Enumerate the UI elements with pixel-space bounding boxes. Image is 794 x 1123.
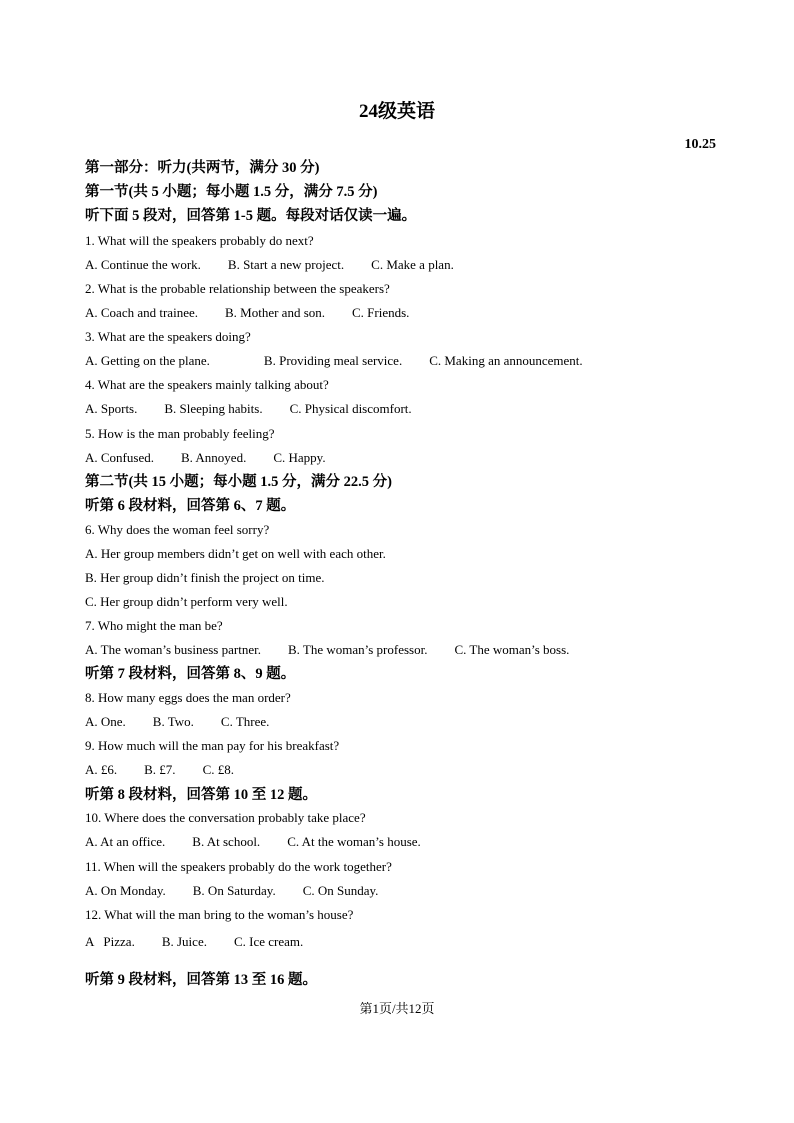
option-a: A. At an office. [85, 834, 166, 849]
option-a: A. The woman’s business partner. [85, 642, 261, 657]
question-10-stem: 10. Where does the conversation probably take place? [85, 810, 366, 825]
question-3-stem: 3. What are the speakers doing? [85, 329, 251, 344]
option-a: A. Getting on the plane. [85, 353, 210, 368]
question-8-stem: 8. How many eggs does the man order? [85, 690, 291, 705]
question-6-option-b: B. Her group didn’t finish the project on time. [85, 570, 325, 585]
question-4-stem: 4. What are the speakers mainly talking about? [85, 377, 329, 392]
option-b: B. On Saturday. [192, 883, 276, 898]
option-c: C. Friends. [352, 305, 410, 320]
option-c: C. £8. [202, 762, 234, 777]
question-11-options [85, 883, 378, 899]
question-5-stem: 5. How is the man probably feeling? [85, 426, 275, 441]
question-1-stem: 1. What will the speakers probably do next? [85, 233, 314, 248]
option-c: C. Three. [220, 714, 270, 729]
option-c: C. Ice cream. [233, 934, 304, 949]
question-11-stem: 11. When will the speakers probably do the work together? [85, 859, 392, 874]
option-b: B. Annoyed. [180, 450, 247, 465]
section2-heading: 第二节(共 15 小题；每小题 1.5 分，满分 22.5 分) [85, 474, 392, 490]
option-c: C. Make a plan. [371, 257, 454, 272]
option-b: B. At school. [192, 834, 261, 849]
question-6-option-c: C. Her group didn’t perform very well. [85, 594, 288, 609]
question-9-stem: 9. How much will the man pay for his breakfast? [85, 738, 340, 753]
question-4-options [85, 401, 412, 417]
option-c: C. Happy. [273, 450, 326, 465]
option-b: B. £7. [144, 762, 176, 777]
material-8-heading: 听第 8 段材料，回答第 10 至 12 题。 [85, 787, 317, 803]
question-1-options [85, 257, 454, 273]
page-title: 24级英语 [358, 101, 435, 122]
option-a: A. One. [85, 714, 126, 729]
part1-heading: 第一部分：听力(共两节，满分 30 分) [85, 160, 320, 176]
option-b: B. The woman’s professor. [287, 642, 428, 657]
option-a: A. Sports. [85, 401, 138, 416]
section1-instruction: 听下面 5 段对，回答第 1-5 题。每段对话仅读一遍。 [85, 208, 417, 224]
question-6-option-a: A. Her group members didn’t get on well with each other. [85, 546, 386, 561]
option-a: A. On Monday. [85, 883, 166, 898]
question-2-options [85, 305, 409, 321]
option-c: C. Making an announcement. [429, 353, 583, 368]
option-a: A. £6. [85, 762, 118, 777]
section1-heading: 第一节(共 5 小题；每小题 1.5 分，满分 7.5 分) [85, 184, 378, 200]
page-footer: 第1页/共12页 [359, 1001, 435, 1016]
question-3-options [85, 353, 583, 369]
option-a: A Pizza. [85, 934, 135, 949]
option-b: B. Mother and son. [224, 305, 326, 320]
question-9-options [85, 762, 234, 778]
option-c: C. Physical discomfort. [289, 401, 412, 416]
option-b: B. Start a new project. [227, 257, 345, 272]
material-9-heading: 听第 9 段材料，回答第 13 至 16 题。 [85, 972, 317, 988]
question-10-options [85, 834, 421, 850]
question-6-stem: 6. Why does the woman feel sorry? [85, 522, 270, 537]
material-6-heading: 听第 6 段材料，回答第 6、7 题。 [85, 498, 296, 514]
option-c: C. At the woman’s house. [287, 834, 421, 849]
question-7-options [85, 642, 569, 658]
option-c: C. The woman’s boss. [454, 642, 570, 657]
material-7-heading: 听第 7 段材料，回答第 8、9 题。 [85, 666, 296, 682]
option-b: B. Two. [152, 714, 194, 729]
question-7-stem: 7. Who might the man be? [85, 618, 223, 633]
option-b: B. Juice. [161, 934, 207, 949]
option-a: A. Continue the work. [85, 257, 201, 272]
option-c: C. On Sunday. [302, 883, 379, 898]
option-b: B. Sleeping habits. [164, 401, 263, 416]
question-2-stem: 2. What is the probable relationship between the speakers? [85, 281, 390, 296]
option-a: A. Confused. [85, 450, 154, 465]
question-5-options [85, 450, 326, 466]
option-b: B. Providing meal service. [263, 353, 403, 368]
question-12-options [85, 934, 303, 950]
question-8-options [85, 714, 269, 730]
question-12-stem: 12. What will the man bring to the woman’s house? [85, 907, 354, 922]
option-a: A. Coach and trainee. [85, 305, 198, 320]
exam-date: 10.25 [684, 137, 716, 152]
